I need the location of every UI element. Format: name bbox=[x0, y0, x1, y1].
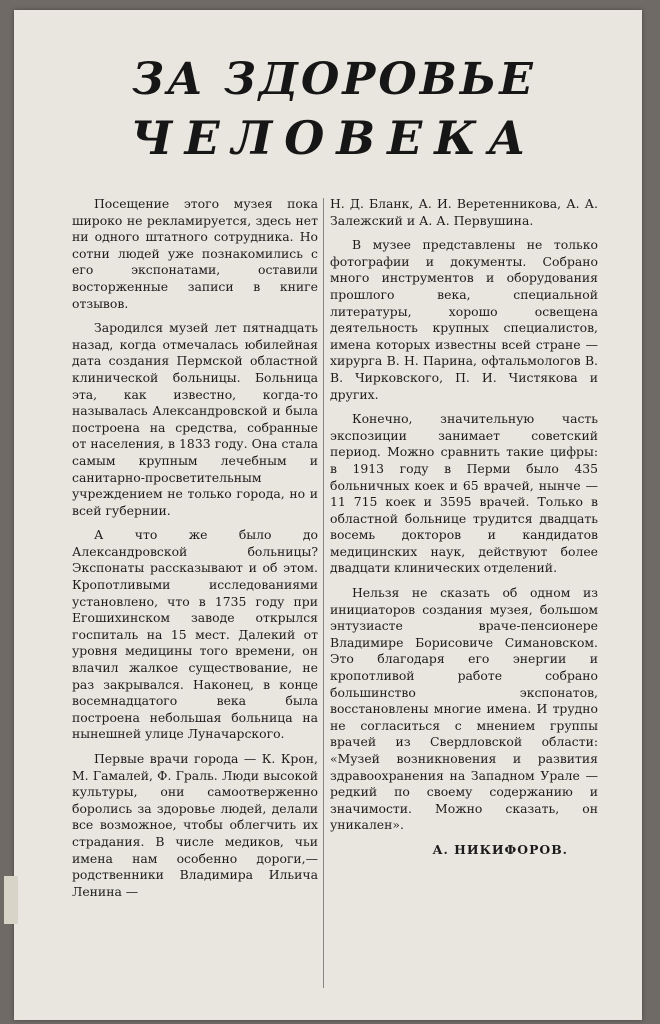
author-signature: А. НИКИФОРОВ. bbox=[432, 841, 568, 857]
paragraph: Зародился музей лет пятнадцать назад, когда отмечалась юбилейная дата создания Пермской областной клинической больницы. Больница эта, как известно, когда-то называлась Александровской и была построена на средства, собранные от населения, в 1833 году. Она стала самым крупным лечебным и санитарно-просветительным учреждением не только города, но и всей губернии. bbox=[72, 320, 318, 518]
right-column bbox=[330, 196, 598, 867]
paragraph: Н. Д. Бланк, А. И. Веретенникова, А. А. Залежский и А. А. Первушина. bbox=[330, 196, 598, 228]
left-column bbox=[72, 196, 318, 908]
newspaper-clipping bbox=[14, 10, 642, 1020]
paragraph: Конечно, значительную часть экспозиции занимает советский период. Можно сравнить такие цифры: в 1913 году в Перми было 435 больничных коек и 65 врачей, нынче — 11 715 коек и 3595 врачей. Только в областной больнице трудится двадцать восемь докторов и кандидатов медицинских наук, действуют более двадцати клинических отделений. bbox=[330, 411, 598, 576]
paragraph: Первые врачи города — К. Крон, М. Гамалей, Ф. Граль. Люди высокой культуры, они самоотверженно боролись за здоровье людей, делали все возможное, чтобы облегчить их страдания. В числе медиков, чьи имена нам особенно дороги,— родственники Владимира Ильича Ленина — bbox=[72, 751, 318, 899]
paragraph: А что же было до Александровской больницы? Экспонаты рассказывают и об этом. Кропотливыми исследованиями установлено, что в 1735 году при Егошихинском заводе открылся госпиталь на 15 мест. Далекий от уровня медицины того времени, он влачил жалкое существование, не раз закрывался. Наконец, в конце восемнадцатого века была построена небольшая больница на нынешней улице Луначарского. bbox=[72, 527, 318, 742]
article-title bbox=[54, 50, 614, 166]
column-divider bbox=[323, 198, 324, 988]
tape-strip bbox=[4, 876, 18, 924]
title-line-1: ЗА ЗДОРОВЬЕ bbox=[132, 54, 536, 105]
paragraph: В музее представлены не только фотографии и документы. Собрано много инструментов и оборудования прошлого века, специальной литературы, хорошо освещена деятельность крупных специалистов, имена которых известны всей стране — хирурга В. Н. Парина, офтальмологов В. В. Чирковского, П. И. Чистякова и других. bbox=[330, 237, 598, 402]
paragraph: Нельзя не сказать об одном из инициаторов создания музея, большом энтузиасте враче-пенсионере Владимире Борисовиче Симановском. Это благодаря его энергии и кропотливой работе собрано большинство экспонатов, восстановлены многие имена. И трудно не согласиться с мнением группы врачей из Свердловской области: «Музей возникновения и развития здравоохранения на Западном Урале — редкий по своему содержанию и значимости. Можно сказать, он уникален». bbox=[330, 585, 598, 833]
title-line-2: ЧЕЛОВЕКА bbox=[130, 111, 538, 165]
paragraph: Посещение этого музея пока широко не рекламируется, здесь нет ни одного штатного сотрудника. Но сотни людей уже познакомились с его экспонатами, оставили восторженные записи в книге отзывов. bbox=[72, 196, 318, 311]
